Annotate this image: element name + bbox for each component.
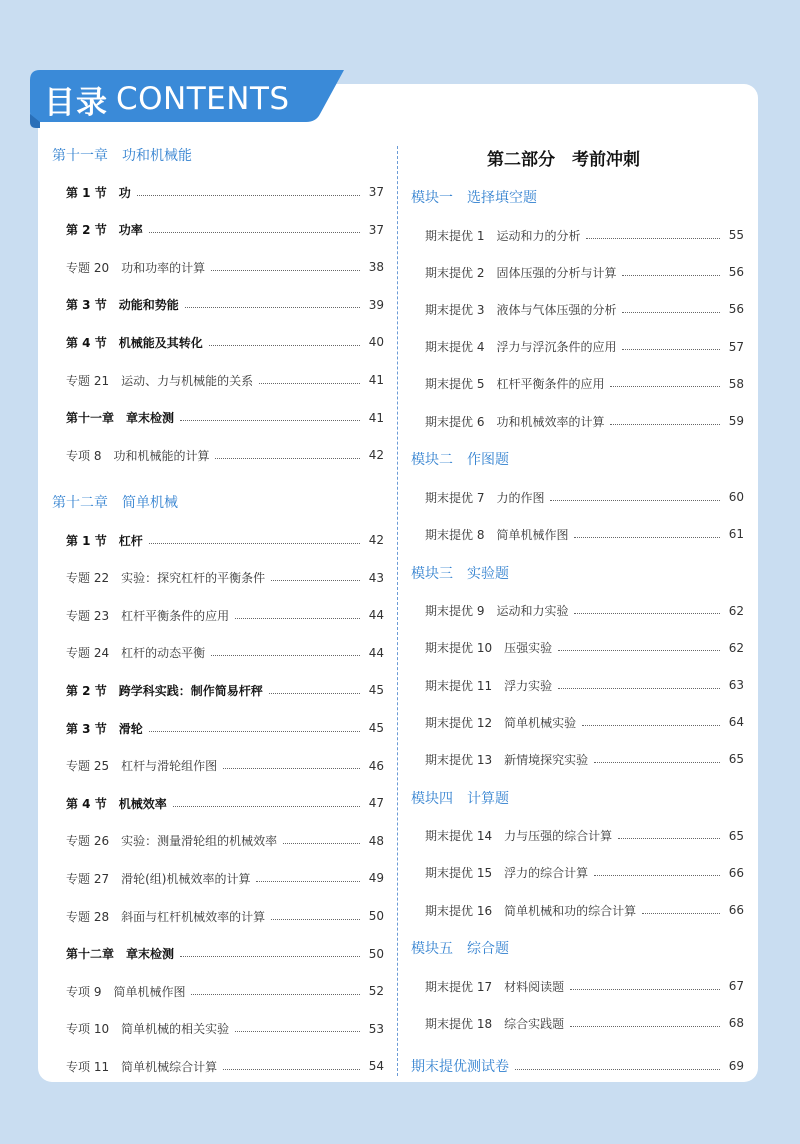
toc-leader-dots: [269, 693, 360, 694]
toc-leader-dots: [173, 806, 360, 807]
toc-entry-label: 第 2 节 跨学科实践：制作简易杆秤: [66, 683, 263, 698]
toc-entry-page: 68: [728, 1016, 744, 1031]
toc-entry-label: 专题 20 功和功率的计算: [66, 260, 206, 275]
toc-leader-dots: [622, 275, 720, 276]
toc-entry[interactable]: [66, 220, 384, 240]
toc-entry-label: 专项 11 简单机械综合计算: [66, 1059, 218, 1074]
toc-entry-label: 第 4 节 机械效率: [66, 796, 167, 811]
toc-entry-label: 期末提优 9 运动和力实验: [425, 604, 569, 619]
module-heading: 模块三 实验题: [411, 565, 509, 582]
toc-entry-page: 65: [728, 828, 744, 843]
toc-entry-label: 专题 22 实验：探究杠杆的平衡条件: [66, 571, 266, 586]
toc-leader-dots: [574, 613, 720, 614]
toc-entry-page: 43: [368, 570, 384, 585]
toc-leader-dots: [610, 424, 720, 425]
toc-entry-page: 48: [368, 833, 384, 848]
toc-entry-label: 第 3 节 动能和势能: [66, 298, 179, 313]
toc-entry-page: 49: [368, 871, 384, 886]
toc-leader-dots: [271, 580, 360, 581]
toc-entry-page: 45: [368, 683, 384, 698]
toc-entry[interactable]: [425, 900, 744, 920]
toc-entry-page: 44: [368, 645, 384, 660]
toc-entry-label: 期末提优 15 浮力的综合计算: [425, 866, 589, 881]
toc-entry-page: 67: [728, 979, 744, 994]
toc-leader-dots: [550, 500, 720, 501]
toc-entry-label: 期末提优 17 材料阅读题: [425, 979, 565, 994]
toc-entry-label: 期末提优 7 力的作图: [425, 490, 545, 505]
toc-leader-dots: [137, 195, 360, 196]
toc-leader-dots: [223, 1069, 360, 1070]
toc-entry-page: 62: [728, 640, 744, 655]
module-heading: 模块二 作图题: [411, 452, 509, 469]
toc-entry[interactable]: [425, 976, 744, 996]
toc-entry[interactable]: [66, 643, 384, 663]
toc-entry[interactable]: [66, 793, 384, 813]
toc-leader-dots: [180, 420, 360, 421]
toc-entry[interactable]: [66, 831, 384, 851]
toc-entry[interactable]: [66, 530, 384, 550]
toc-entry[interactable]: [66, 295, 384, 315]
toc-entry-label: 期末提优 16 简单机械和功的综合计算: [425, 903, 637, 918]
toc-entry[interactable]: [425, 374, 744, 394]
toc-entry[interactable]: [66, 605, 384, 625]
column-divider: [397, 146, 398, 1076]
toc-leader-dots: [574, 537, 720, 538]
toc-entry[interactable]: [425, 675, 744, 695]
toc-entry-page: 37: [368, 222, 384, 237]
toc-entry-page: 50: [368, 946, 384, 961]
part-title: 第二部分 考前冲刺: [487, 150, 640, 170]
toc-entry[interactable]: [425, 749, 744, 769]
toc-leader-dots: [149, 543, 360, 544]
toc-entry-label: 专项 9 简单机械作图: [66, 984, 186, 999]
toc-entry-page: 65: [728, 752, 744, 767]
chapter-heading: 第十二章 简单机械: [52, 495, 178, 511]
toc-entry-label: 期末提优 11 浮力实验: [425, 678, 553, 693]
toc-entry-label: 期末提优 3 液体与气体压强的分析: [425, 302, 617, 317]
toc-entry-label: 第 3 节 滑轮: [66, 721, 143, 736]
toc-entry[interactable]: [66, 1056, 384, 1076]
toc-entry-page: 58: [728, 376, 744, 391]
toc-leader-dots: [582, 725, 720, 726]
toc-entry[interactable]: [66, 568, 384, 588]
toc-entry-page: 38: [368, 260, 384, 275]
toc-leader-dots: [223, 768, 360, 769]
toc-leader-dots: [256, 881, 360, 882]
toc-entry-label: 专题 24 杠杆的动态平衡: [66, 646, 206, 661]
toc-entry-page: 40: [368, 335, 384, 350]
final-test-page: 69: [728, 1059, 744, 1073]
module-heading: 模块四 计算题: [411, 790, 509, 807]
toc-entry[interactable]: [425, 863, 744, 883]
toc-entry-page: 55: [728, 228, 744, 242]
toc-entry-page: 56: [728, 265, 744, 280]
toc-leader-dots: [235, 618, 360, 619]
toc-entry-label: 期末提优 6 功和机械效率的计算: [425, 414, 605, 429]
toc-leader-dots: [594, 762, 720, 763]
toc-entry-label: 第十一章 章末检测: [66, 411, 175, 426]
toc-entry-page: 44: [368, 608, 384, 623]
toc-entry[interactable]: [425, 411, 744, 431]
toc-entry-page: 61: [728, 527, 744, 542]
toc-entry[interactable]: [66, 868, 384, 888]
toc-leader-dots: [558, 650, 720, 651]
toc-leader-dots: [586, 238, 720, 239]
toc-entry-page: 52: [368, 984, 384, 999]
toc-leader-dots: [610, 386, 720, 387]
toc-leader-dots: [594, 875, 720, 876]
toc-entry-label: 期末提优 8 简单机械作图: [425, 527, 569, 542]
toc-entry[interactable]: [425, 487, 744, 507]
toc-entry-label: 第 2 节 功率: [66, 223, 143, 238]
module-heading: 模块五 综合题: [411, 941, 509, 958]
toc-entry[interactable]: [425, 262, 744, 282]
toc-entry-label: 专项 10 简单机械的相关实验: [66, 1022, 230, 1037]
toc-entry[interactable]: [425, 826, 744, 846]
toc-leader-dots: [211, 655, 360, 656]
toc-leader-dots: [149, 731, 360, 732]
banner-title-cn: 目录: [44, 84, 108, 121]
toc-entry-page: 37: [368, 185, 384, 199]
toc-entry-label: 期末提优 18 综合实践题: [425, 1016, 565, 1031]
toc-entry-page: 41: [368, 373, 384, 387]
toc-entry[interactable]: [66, 718, 384, 738]
toc-entry-page: 59: [728, 414, 744, 428]
toc-leader-dots: [570, 989, 720, 990]
final-test-label: 期末提优测试卷: [411, 1059, 509, 1075]
toc-leader-dots: [185, 307, 360, 308]
toc-entry[interactable]: [66, 981, 384, 1001]
toc-entry-page: 63: [728, 678, 744, 692]
toc-leader-dots: [618, 838, 720, 839]
toc-entry-label: 专题 23 杠杆平衡条件的应用: [66, 608, 230, 623]
toc-entry-page: 50: [368, 909, 384, 923]
toc-leader-dots: [259, 383, 360, 384]
toc-leader-dots: [180, 956, 360, 957]
toc-entry-label: 第 1 节 功: [66, 185, 131, 200]
final-test-entry[interactable]: [411, 1055, 744, 1077]
toc-entry-page: 62: [728, 603, 744, 618]
toc-entry[interactable]: [66, 332, 384, 352]
toc-entry-page: 45: [368, 721, 384, 735]
toc-entry-page: 66: [728, 903, 744, 917]
toc-entry-label: 专题 26 实验：测量滑轮组的机械效率: [66, 834, 278, 849]
toc-entry-label: 期末提优 5 杠杆平衡条件的应用: [425, 377, 605, 392]
toc-entry-label: 第十二章 章末检测: [66, 947, 175, 962]
toc-entry-label: 期末提优 4 浮力与浮沉条件的应用: [425, 340, 617, 355]
toc-entry-page: 56: [728, 302, 744, 317]
toc-entry[interactable]: [66, 944, 384, 964]
toc-entry-page: 41: [368, 410, 384, 425]
toc-entry-page: 60: [728, 490, 744, 505]
toc-entry-label: 期末提优 13 新情境探究实验: [425, 752, 589, 767]
toc-leader-dots: [209, 345, 360, 346]
toc-entry[interactable]: [425, 337, 744, 357]
toc-entry[interactable]: [66, 257, 384, 277]
toc-entry-page: 42: [368, 448, 384, 463]
toc-leader-dots: [191, 994, 360, 995]
toc-leader-dots: [211, 270, 360, 271]
toc-entry-label: 第 1 节 杠杆: [66, 533, 143, 548]
toc-leader-dots: [283, 843, 360, 844]
contents-banner: [30, 70, 344, 128]
toc-entry[interactable]: [66, 906, 384, 926]
toc-entry-page: 46: [368, 758, 384, 773]
toc-leader-dots: [642, 913, 720, 914]
toc-entry-page: 47: [368, 796, 384, 811]
toc-entry[interactable]: [425, 524, 744, 544]
banner-title-en: CONTENTS: [116, 81, 290, 117]
toc-entry[interactable]: [425, 1013, 744, 1033]
toc-entry[interactable]: [66, 182, 384, 202]
toc-leader-dots: [215, 458, 360, 459]
module-heading: 模块一 选择填空题: [411, 190, 537, 206]
toc-entry-label: 专项 8 功和机械能的计算: [66, 448, 210, 463]
toc-leader-dots: [515, 1069, 720, 1070]
toc-entry-page: 39: [368, 297, 384, 312]
toc-entry[interactable]: [66, 680, 384, 700]
toc-entry-page: 54: [368, 1059, 384, 1074]
toc-entry[interactable]: [425, 712, 744, 732]
toc-entry-label: 专题 25 杠杆与滑轮组作图: [66, 759, 218, 774]
toc-entry-label: 期末提优 14 力与压强的综合计算: [425, 829, 613, 844]
toc-leader-dots: [622, 349, 720, 350]
toc-entry[interactable]: [425, 225, 744, 245]
toc-leader-dots: [235, 1031, 360, 1032]
toc-entry[interactable]: [66, 408, 384, 428]
toc-leader-dots: [622, 312, 720, 313]
toc-entry-page: 57: [728, 339, 744, 354]
toc-entry-page: 66: [728, 865, 744, 880]
toc-entry-label: 专题 27 滑轮(组)机械效率的计算: [66, 871, 251, 886]
toc-entry[interactable]: [66, 445, 384, 465]
toc-entry[interactable]: [425, 638, 744, 658]
chapter-heading: 第十一章 功和机械能: [52, 148, 192, 164]
toc-entry-label: 专题 28 斜面与杠杆机械效率的计算: [66, 909, 266, 924]
toc-entry[interactable]: [425, 299, 744, 319]
toc-entry-label: 期末提优 2 固体压强的分析与计算: [425, 265, 617, 280]
toc-entry-label: 专题 21 运动、力与机械能的关系: [66, 373, 254, 388]
toc-entry[interactable]: [66, 756, 384, 776]
toc-leader-dots: [271, 919, 360, 920]
toc-entry-label: 期末提优 10 压强实验: [425, 641, 553, 656]
toc-entry-label: 第 4 节 机械能及其转化: [66, 335, 203, 350]
toc-entry[interactable]: [66, 370, 384, 390]
toc-entry-label: 期末提优 1 运动和力的分析: [425, 228, 581, 243]
toc-entry[interactable]: [66, 1019, 384, 1039]
toc-entry-label: 期末提优 12 简单机械实验: [425, 715, 577, 730]
toc-entry-page: 53: [368, 1021, 384, 1036]
toc-leader-dots: [149, 232, 360, 233]
toc-entry-page: 64: [728, 715, 744, 730]
toc-leader-dots: [558, 688, 720, 689]
toc-entry-page: 42: [368, 533, 384, 547]
toc-leader-dots: [570, 1026, 720, 1027]
toc-entry[interactable]: [425, 601, 744, 621]
